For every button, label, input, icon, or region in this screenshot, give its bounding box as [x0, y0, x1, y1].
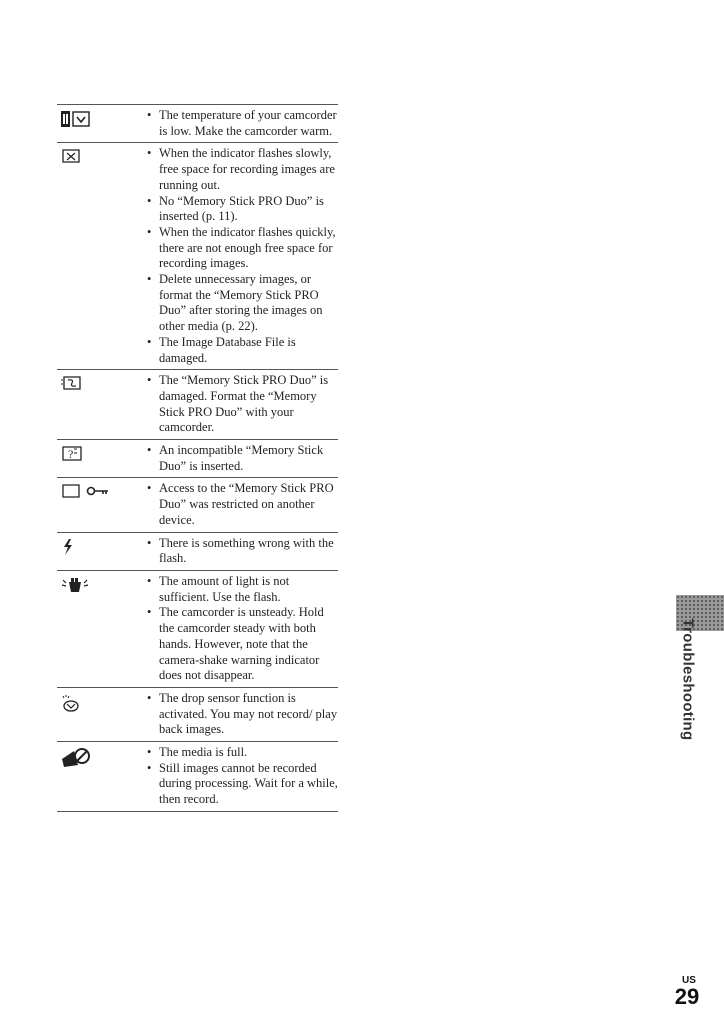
list-item: • An incompatible “Memory Stick Duo” is inserted. [147, 443, 338, 474]
warning-indicator-table [57, 104, 338, 812]
table-row [57, 370, 338, 440]
list-item: • The media is full. [147, 745, 338, 761]
list-item: • Access to the “Memory Stick PRO Duo” was restricted on another device. [147, 481, 338, 528]
list-item: • There is something wrong with the flash. [147, 536, 338, 567]
list-item: • The drop sensor function is activated. You may not record/ play back images. [147, 691, 338, 738]
drop-sensor-icon [60, 693, 130, 715]
table-row [57, 440, 338, 478]
list-item: • No “Memory Stick PRO Duo” is inserted (p. 11). [147, 194, 338, 225]
page-region-code: US [682, 975, 696, 986]
list-item: • The “Memory Stick PRO Duo” is damaged. Format the “Memory Stick PRO Duo” with your camcorder. [147, 373, 338, 436]
flash-warning-icon [60, 538, 130, 560]
list-item: • The Image Database File is damaged. [147, 335, 338, 366]
list-item: • Delete unnecessary images, or format the “Memory Stick PRO Duo” after storing the images on other media (p. 22). [147, 272, 338, 335]
memory-stick-incompatible-icon [60, 445, 130, 467]
table-row [57, 688, 338, 742]
list-item: • The temperature of your camcorder is low. Make the camcorder warm. [147, 108, 338, 139]
list-item: • When the indicator flashes slowly, free space for recording images are running out. [147, 146, 338, 193]
table-row [57, 571, 338, 688]
table-row [57, 105, 338, 143]
list-item: • When the indicator flashes quickly, there are not enough free space for recording images. [147, 225, 338, 272]
media-full-icon [60, 747, 130, 769]
battery-cold-warning-icon [60, 110, 130, 132]
list-item: • Still images cannot be recorded during processing. Wait for a while, then record. [147, 761, 338, 808]
table-row [57, 478, 338, 532]
memory-stick-damaged-icon [60, 375, 130, 397]
page-number: 29 [674, 984, 700, 1009]
list-item: • The amount of light is not sufficient. Use the flash. [147, 574, 338, 605]
svg-text:?: ? [68, 447, 74, 462]
section-side-label: Troubleshooting [679, 618, 697, 740]
memory-stick-warning-icon [60, 148, 130, 170]
table-row [57, 143, 338, 370]
camera-shake-warning-icon [60, 576, 130, 598]
table-row [57, 742, 338, 812]
table-row [57, 533, 338, 571]
memory-stick-locked-icon [60, 483, 130, 505]
list-item: • The camcorder is unsteady. Hold the camcorder steady with both hands. However, note that the camera-shake warning indicator does not disappear. [147, 605, 338, 684]
